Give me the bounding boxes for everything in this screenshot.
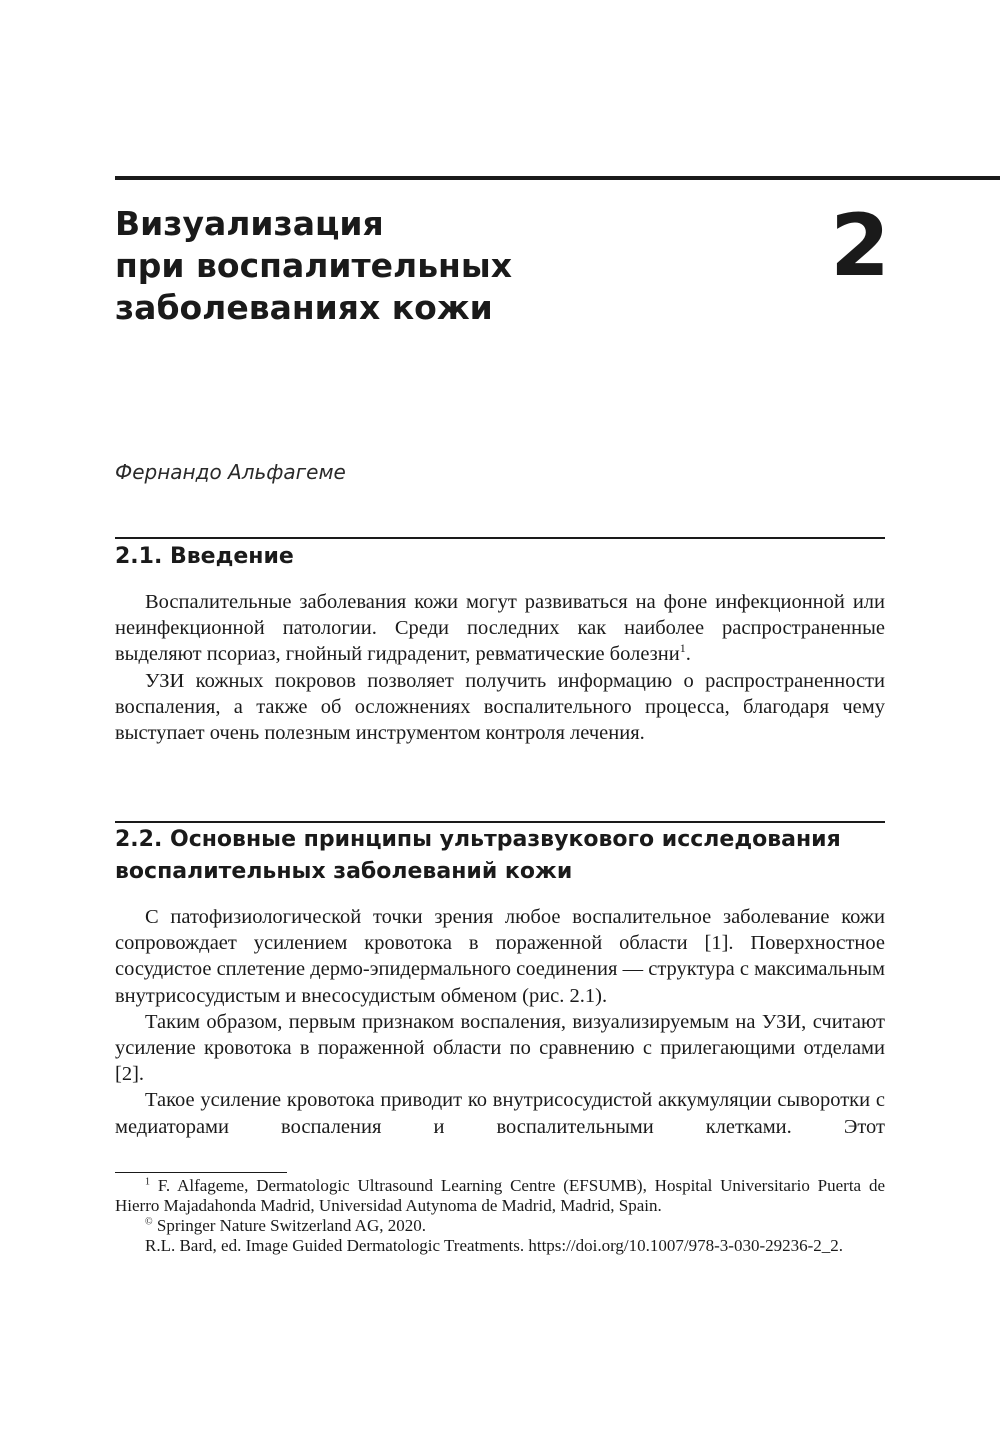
footnotes (115, 1176, 885, 1256)
paragraph: Такое усиление кровотока приводит ко внутрисосудистой аккумуляции сыворотки с медиаторами воспаления и воспалительными клетками. Этот (115, 1089, 885, 1138)
chapter-title-line: Визуализация (115, 204, 384, 243)
footnote-rule (115, 1172, 287, 1173)
paragraph: УЗИ кожных покровов позволяет получить информацию о распространенности воспаления, а также об осложнениях воспалительного процесса, благодаря чему выступает очень полезным инструментом контроля лечения. (115, 669, 885, 745)
footnote-copyright (115, 1216, 885, 1236)
footnote-affiliation (115, 1176, 885, 1216)
paragraph-text: Воспалительные заболевания кожи могут развиваться на фоне инфекционной или неинфекционной патологии. Среди последних как наиболее распространенные выделяют псориаз, гнойный гидраденит, ревматические болезни (115, 591, 885, 666)
footnote-mark: 1 (145, 1176, 150, 1188)
footnote-citation: R.L. Bard, ed. Image Guided Dermatologic Treatments. https://doi.org/10.1007/978-3-030-29236-2_2. (145, 1236, 844, 1255)
footnote-text: F. Alfageme, Dermatologic Ultrasound Learning Centre (EFSUMB), Hospital Universitario Puerta de Hierro Majadahonda Madrid, Universidad Autynoma de Madrid, Madrid, Spain. (115, 1176, 885, 1215)
section-intro-body (115, 589, 885, 746)
section-heading-line: 2.2. Основные принципы ультразвукового исследования (115, 827, 841, 852)
paragraph: С патофизиологической точки зрения любое воспалительное заболевание кожи сопровождает усилением кровотока в пораженной области [1]. Поверхностное сосудистое сплетение дермо-эпидермального соединения — структура с максимальным внутрисосудистым и внесосудистым обменом (рис. 2.1). (115, 906, 885, 1007)
section-heading-intro (115, 541, 294, 573)
paragraph: Таким образом, первым признаком воспаления, визуализируемым на УЗИ, считают усиление кровотока в пораженной области по сравнению с прилегающими отделами [2]. (115, 1010, 885, 1086)
copyright-mark: © (145, 1216, 153, 1228)
chapter-top-rule (115, 176, 1000, 180)
section-heading-principles (115, 824, 841, 888)
chapter-title-line: заболеваниях кожи (115, 288, 493, 327)
chapter-title-line: при воспалительных (115, 246, 512, 285)
chapter-author: Фернандо Альфагеме (115, 460, 346, 484)
section-rule (115, 537, 885, 539)
section-principles-body (115, 904, 885, 1140)
copyright-text: Springer Nature Switzerland AG, 2020. (152, 1216, 426, 1235)
chapter-title (115, 203, 735, 329)
paragraph-end: . (685, 643, 691, 666)
footnote-reference: 1 (679, 641, 686, 656)
chapter-number: 2 (830, 196, 890, 296)
section-heading-text: 2.1. Введение (115, 544, 294, 569)
section-heading-line: воспалительных заболеваний кожи (115, 859, 573, 884)
paragraph (115, 589, 885, 668)
section-rule (115, 821, 885, 823)
